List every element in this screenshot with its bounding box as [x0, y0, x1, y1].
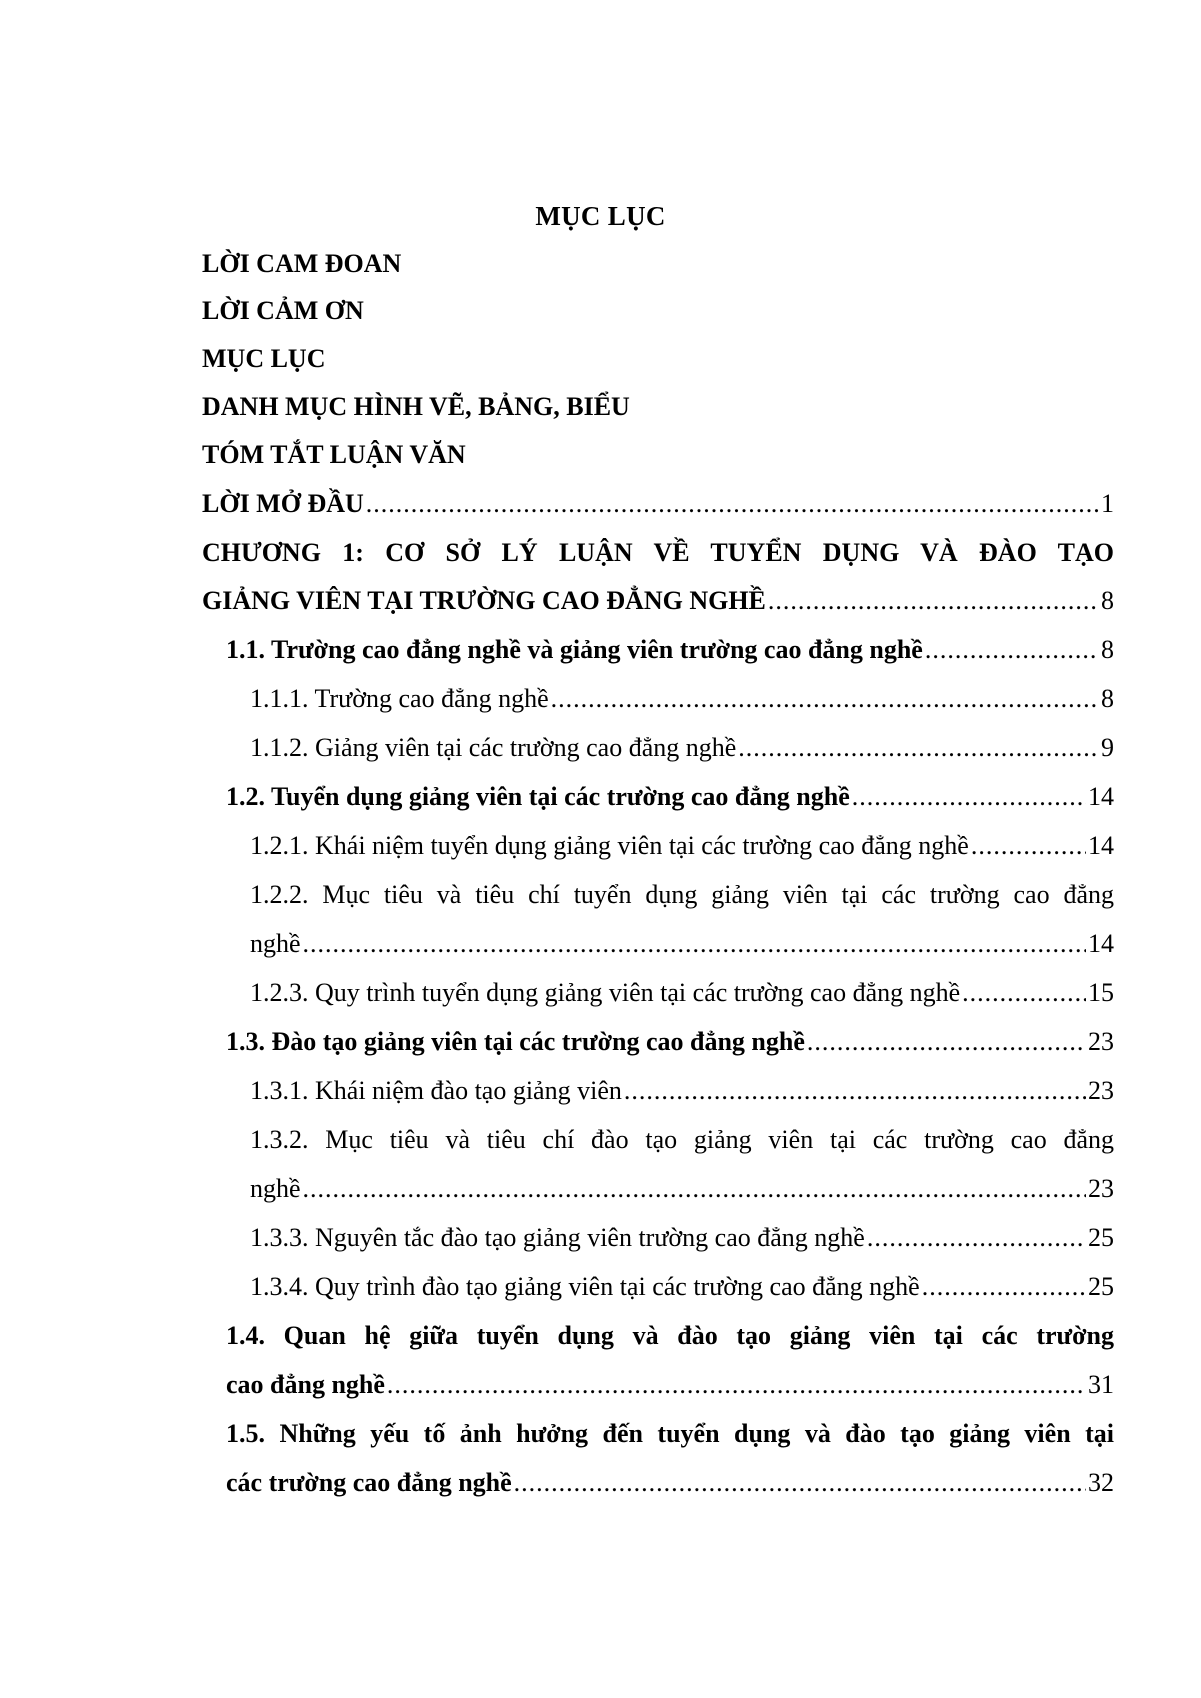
- toc-front-label: LỜI CAM ĐOAN: [202, 249, 402, 278]
- toc-entry[interactable]: [226, 777, 1114, 817]
- toc-entry[interactable]: [250, 924, 1114, 964]
- toc-entry-label: 1.2.2. Mục tiêu và tiêu chí tuyển dụng giảng viên tại các trường cao đẳng: [250, 880, 1114, 909]
- toc-entry-label: 1.4. Quan hệ giữa tuyển dụng và đào tạo giảng viên tại các trường: [226, 1321, 1114, 1350]
- toc-page-number: 8: [1101, 586, 1114, 615]
- toc-entry-line[interactable]: [226, 1414, 1114, 1454]
- toc-leader-dots: [551, 679, 1099, 719]
- toc-leader-dots: [852, 777, 1086, 817]
- toc-entry[interactable]: [250, 1071, 1114, 1111]
- toc-entry-label: nghề: [250, 1174, 301, 1203]
- toc-entry-label: 1.5. Những yếu tố ảnh hưởng đến tuyển dụng và đào tạo giảng viên tại: [226, 1419, 1114, 1448]
- toc-entry[interactable]: [250, 1218, 1114, 1258]
- toc-entry-line[interactable]: [250, 1120, 1114, 1160]
- toc-entry[interactable]: [250, 1267, 1114, 1307]
- toc-leader-dots: [366, 484, 1099, 524]
- toc-chapter-line[interactable]: [202, 533, 1114, 573]
- toc-entry-line[interactable]: [250, 875, 1114, 915]
- toc-front-label: LỜI CẢM ƠN: [202, 296, 364, 325]
- toc-page-number: 14: [1088, 929, 1114, 958]
- toc-front-label: MỤC LỤC: [202, 344, 326, 373]
- toc-entry[interactable]: [250, 973, 1114, 1013]
- toc-entry[interactable]: [202, 581, 1114, 621]
- toc-entry-label: 1.2.1. Khái niệm tuyển dụng giảng viên tại các trường cao đẳng nghề: [250, 831, 969, 860]
- toc-front-item[interactable]: [202, 387, 1114, 427]
- toc-page-number: 25: [1088, 1223, 1114, 1252]
- toc-entry-label: 1.3.1. Khái niệm đào tạo giảng viên: [250, 1076, 622, 1105]
- toc-page-number: 9: [1101, 733, 1114, 762]
- toc-entry-label: CHƯƠNG 1: CƠ SỞ LÝ LUẬN VỀ TUYỂN DỤNG VÀ ĐÀO TẠO: [202, 538, 1114, 567]
- toc-entry-label: các trường cao đẳng nghề: [226, 1468, 512, 1497]
- toc-entry-label: 1.3.3. Nguyên tắc đào tạo giảng viên trường cao đẳng nghề: [250, 1223, 865, 1252]
- toc-entry-label: nghề: [250, 929, 301, 958]
- toc-front-item[interactable]: [202, 291, 1114, 331]
- toc-entry-label: 1.1. Trường cao đẳng nghề và giảng viên trường cao đẳng nghề: [226, 635, 923, 664]
- toc-entry-label: cao đẳng nghề: [226, 1370, 385, 1399]
- toc-entry-line[interactable]: [226, 1316, 1114, 1356]
- toc-entry[interactable]: [250, 728, 1114, 768]
- toc-entry-label: GIẢNG VIÊN TẠI TRƯỜNG CAO ĐẲNG NGHỀ: [202, 586, 766, 615]
- toc-leader-dots: [962, 973, 1086, 1013]
- toc-front-label: TÓM TẮT LUẬN VĂN: [202, 440, 466, 469]
- toc-leader-dots: [971, 826, 1086, 866]
- toc-entry[interactable]: [226, 1463, 1114, 1503]
- toc-page-number: 8: [1101, 635, 1114, 664]
- toc-page-number: 15: [1088, 978, 1114, 1007]
- toc-entry-label: 1.2. Tuyển dụng giảng viên tại các trường cao đẳng nghề: [226, 782, 850, 811]
- toc-entry-label: 1.3. Đào tạo giảng viên tại các trường cao đẳng nghề: [226, 1027, 805, 1056]
- toc-front-item[interactable]: [202, 339, 1114, 379]
- toc-leader-dots: [807, 1022, 1086, 1062]
- toc-page-number: 14: [1088, 831, 1114, 860]
- toc-page-number: 8: [1101, 684, 1114, 713]
- toc-entry[interactable]: [250, 1169, 1114, 1209]
- toc-page-number: 1: [1101, 489, 1114, 518]
- toc-page-number: 23: [1088, 1027, 1114, 1056]
- toc-leader-dots: [867, 1218, 1086, 1258]
- toc-entry[interactable]: [250, 826, 1114, 866]
- toc-page-number: 14: [1088, 782, 1114, 811]
- toc-page-number: 23: [1088, 1076, 1114, 1105]
- toc-leader-dots: [514, 1463, 1086, 1503]
- toc-leader-dots: [925, 630, 1099, 670]
- toc-entry[interactable]: [226, 1365, 1114, 1405]
- toc-page-number: 25: [1088, 1272, 1114, 1301]
- toc-entry-label: 1.2.3. Quy trình tuyển dụng giảng viên tại các trường cao đẳng nghề: [250, 978, 961, 1007]
- toc-entry-label: 1.1.2. Giảng viên tại các trường cao đẳng nghề: [250, 733, 737, 762]
- toc-leader-dots: [303, 924, 1086, 964]
- toc-page-number: 32: [1088, 1468, 1114, 1497]
- toc-leader-dots: [922, 1267, 1086, 1307]
- toc-front-item[interactable]: [202, 435, 1114, 475]
- toc-leader-dots: [738, 728, 1099, 768]
- toc-entry[interactable]: [226, 1022, 1114, 1062]
- toc-entry[interactable]: [202, 484, 1114, 524]
- toc-entry[interactable]: [226, 630, 1114, 670]
- toc-entry-label: 1.3.4. Quy trình đào tạo giảng viên tại các trường cao đẳng nghề: [250, 1272, 920, 1301]
- toc-front-item[interactable]: [202, 244, 1114, 284]
- toc-entry-label: LỜI MỞ ĐẦU: [202, 489, 364, 518]
- toc-leader-dots: [387, 1365, 1086, 1405]
- toc-leader-dots: [768, 581, 1099, 621]
- toc-entry[interactable]: [250, 679, 1114, 719]
- toc-entry-label: 1.1.1. Trường cao đẳng nghề: [250, 684, 549, 713]
- toc-page-number: 31: [1088, 1370, 1114, 1399]
- toc-leader-dots: [303, 1169, 1086, 1209]
- toc-page-number: 23: [1088, 1174, 1114, 1203]
- toc-leader-dots: [624, 1071, 1086, 1111]
- toc-title: MỤC LỤC: [535, 201, 666, 231]
- toc-front-label: DANH MỤC HÌNH VẼ, BẢNG, BIỂU: [202, 392, 630, 421]
- toc-entry-label: 1.3.2. Mục tiêu và tiêu chí đào tạo giảng viên tại các trường cao đẳng: [250, 1125, 1114, 1154]
